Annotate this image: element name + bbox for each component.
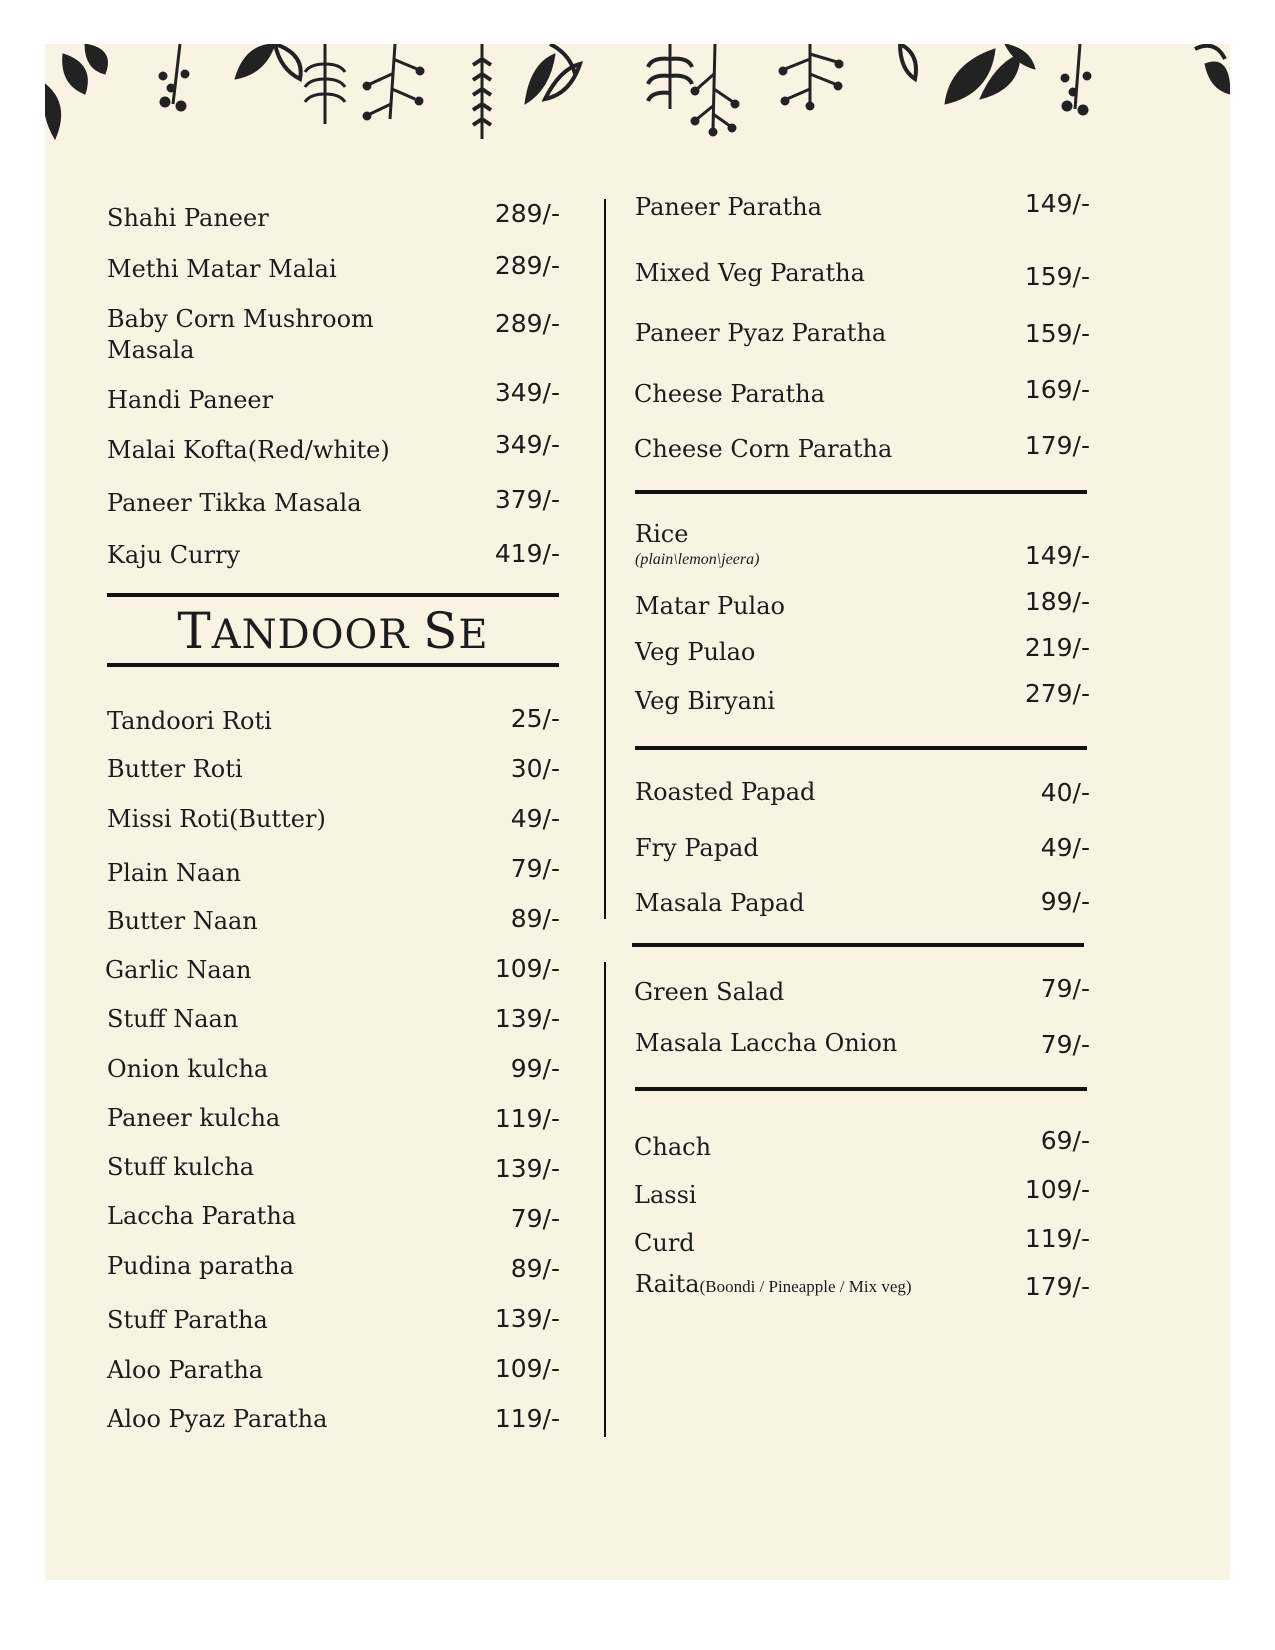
menu-item-price: 159/- bbox=[1024, 319, 1090, 348]
menu-item-name: Garlic Naan bbox=[105, 956, 252, 984]
menu-item-price: 79/- bbox=[510, 854, 560, 883]
menu-item-name: Paneer Pyaz Paratha bbox=[635, 319, 887, 347]
menu-item-label: Raita bbox=[635, 1270, 700, 1298]
menu-item-name: Methi Matar Malai bbox=[107, 255, 337, 283]
menu-item-price: 109/- bbox=[494, 1354, 560, 1383]
menu-item-price: 139/- bbox=[494, 1004, 560, 1033]
section-heading-tandoor-se: TANDOOR SE bbox=[177, 602, 489, 660]
column-divider bbox=[604, 962, 606, 1437]
menu-item-price: 119/- bbox=[494, 1104, 560, 1133]
menu-item-name-continued: Masala bbox=[107, 336, 195, 364]
menu-item-name: Masala Papad bbox=[635, 889, 805, 917]
menu-item-price: 379/- bbox=[494, 485, 560, 514]
menu-item-price: 49/- bbox=[510, 804, 560, 833]
menu-item-name: Kaju Curry bbox=[107, 541, 241, 569]
menu-item-note: (plain\lemon\jeera) bbox=[635, 551, 760, 568]
section-divider bbox=[635, 490, 1087, 494]
menu-item-price: 279/- bbox=[1024, 679, 1090, 708]
menu-item-name: Malai Kofta(Red/white) bbox=[107, 436, 390, 464]
menu-item-price: 79/- bbox=[1040, 974, 1090, 1003]
section-divider bbox=[635, 1087, 1087, 1091]
menu-item-price: 99/- bbox=[510, 1054, 560, 1083]
menu-item-name: Cheese Corn Paratha bbox=[634, 435, 893, 463]
menu-item-name: Masala Laccha Onion bbox=[635, 1029, 898, 1057]
menu-item-name: Stuff Paratha bbox=[107, 1306, 268, 1334]
section-divider bbox=[107, 663, 559, 667]
menu-item-price: 40/- bbox=[1040, 778, 1090, 807]
menu-item-price: 30/- bbox=[510, 754, 560, 783]
menu-item-name: Mixed Veg Paratha bbox=[635, 259, 865, 287]
menu-item-name: Onion kulcha bbox=[107, 1055, 269, 1083]
menu-item-price: 219/- bbox=[1024, 633, 1090, 662]
menu-item-price: 189/- bbox=[1024, 587, 1090, 616]
menu-item-price: 349/- bbox=[494, 378, 560, 407]
menu-item-name: Roasted Papad bbox=[635, 778, 816, 806]
menu-item-name: Paneer Tikka Masala bbox=[107, 489, 362, 517]
menu-item-price: 159/- bbox=[1024, 262, 1090, 291]
section-divider bbox=[107, 593, 559, 597]
menu-item-name: Lassi bbox=[634, 1181, 697, 1209]
menu-item-label: Rice bbox=[635, 520, 689, 548]
menu-item-price: 69/- bbox=[1040, 1126, 1090, 1155]
menu-item-name bbox=[635, 1268, 912, 1303]
menu-item-price: 49/- bbox=[1040, 833, 1090, 862]
menu-item-price: 179/- bbox=[1024, 431, 1090, 460]
menu-item-name: Tandoori Roti bbox=[107, 707, 272, 735]
menu-item-price: 149/- bbox=[1024, 541, 1090, 570]
menu-item-note: (Boondi / Pineapple / Mix veg) bbox=[699, 1277, 912, 1296]
menu-item-price: 109/- bbox=[494, 954, 560, 983]
menu-item-price: 25/- bbox=[510, 704, 560, 733]
menu-item-price: 289/- bbox=[494, 251, 560, 280]
menu-item-name: Stuff kulcha bbox=[107, 1153, 255, 1181]
menu-item-price: 119/- bbox=[494, 1404, 560, 1433]
menu-item-price: 109/- bbox=[1024, 1175, 1090, 1204]
section-divider bbox=[635, 746, 1087, 750]
menu-item-name: Curd bbox=[634, 1229, 695, 1257]
menu-item-name: Shahi Paneer bbox=[107, 204, 269, 232]
menu-item-price: 169/- bbox=[1024, 375, 1090, 404]
menu-item-name: Paneer Paratha bbox=[635, 193, 822, 221]
menu-item-price: 119/- bbox=[1024, 1224, 1090, 1253]
menu-item-price: 149/- bbox=[1024, 189, 1090, 218]
menu-item-name: Matar Pulao bbox=[635, 592, 785, 620]
menu-item-price: 79/- bbox=[510, 1204, 560, 1233]
menu-item-name: Butter Roti bbox=[107, 755, 243, 783]
menu-item-name: Veg Pulao bbox=[635, 638, 756, 666]
menu-item-name: Paneer kulcha bbox=[107, 1104, 281, 1132]
menu-page bbox=[45, 44, 1230, 1580]
menu-item-name: Baby Corn Mushroom bbox=[107, 305, 374, 333]
menu-item-price: 79/- bbox=[1040, 1030, 1090, 1059]
menu-item-name: Aloo Paratha bbox=[107, 1356, 264, 1384]
menu-item-price: 99/- bbox=[1040, 887, 1090, 916]
menu-item-price: 89/- bbox=[510, 904, 560, 933]
menu-item-name: Plain Naan bbox=[107, 859, 241, 887]
menu-item-name: Chach bbox=[634, 1133, 712, 1161]
section-divider bbox=[632, 943, 1084, 947]
menu-item-name: Fry Papad bbox=[635, 834, 759, 862]
menu-item-name: Aloo Pyaz Paratha bbox=[107, 1405, 328, 1433]
menu-item-price: 89/- bbox=[510, 1254, 560, 1283]
menu-item-price: 349/- bbox=[494, 430, 560, 459]
menu-item-name: Butter Naan bbox=[107, 907, 258, 935]
menu-item-name: Laccha Paratha bbox=[107, 1202, 297, 1230]
menu-item-name: Pudina paratha bbox=[107, 1252, 294, 1280]
column-divider bbox=[604, 199, 606, 919]
menu-item-name: Green Salad bbox=[634, 978, 785, 1006]
menu-item-name: Stuff Naan bbox=[107, 1005, 239, 1033]
menu-item-price: 139/- bbox=[494, 1154, 560, 1183]
menu-item-name bbox=[635, 518, 759, 569]
menu-item-name: Missi Roti(Butter) bbox=[107, 805, 326, 833]
menu-item-price: 419/- bbox=[494, 539, 560, 568]
menu-item-price: 289/- bbox=[494, 309, 560, 338]
menu-item-price: 289/- bbox=[494, 199, 560, 228]
menu-item-name: Veg Biryani bbox=[635, 687, 776, 715]
menu-item-name: Cheese Paratha bbox=[634, 380, 825, 408]
menu-item-price: 179/- bbox=[1024, 1272, 1090, 1301]
botanical-leaf-band-icon bbox=[45, 44, 1230, 164]
menu-item-price: 139/- bbox=[494, 1304, 560, 1333]
menu-item-name: Handi Paneer bbox=[107, 386, 274, 414]
